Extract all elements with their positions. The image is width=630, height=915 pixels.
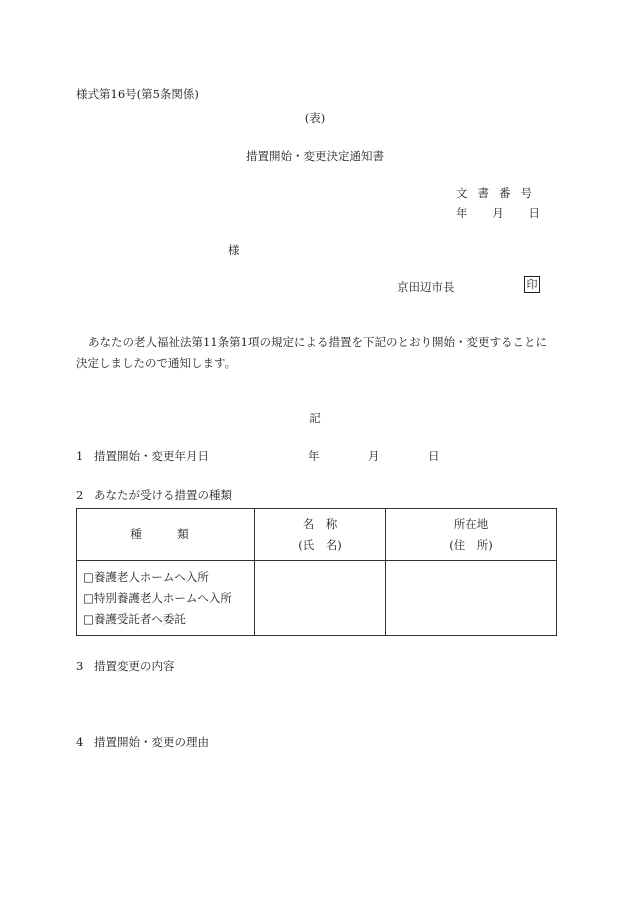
issue-date-year: 年: [456, 206, 468, 220]
header-type: 種 類: [77, 509, 255, 561]
item-3-change-content: [76, 658, 175, 674]
form-number: 様式第16号(第5条関係): [76, 87, 199, 101]
item-number: 4: [76, 735, 84, 749]
issue-date-month: 月: [492, 206, 504, 220]
document-title: 措置開始・変更決定通知書: [246, 149, 384, 163]
header-address-line2: (住 所): [449, 537, 493, 552]
address-cell[interactable]: [386, 561, 557, 636]
item-1-start-date: [76, 448, 209, 464]
item-label: 措置開始・変更の理由: [94, 735, 209, 749]
item-number: 2: [76, 488, 84, 502]
measure-options: [77, 561, 255, 636]
measures-table: [76, 508, 557, 636]
item-4-reason: [76, 734, 209, 750]
header-name-line2: (氏 名): [298, 537, 342, 552]
start-date-year: 年: [308, 449, 320, 463]
seal-stamp: 印: [524, 276, 540, 293]
issuer-mayor: 京田辺市長: [397, 280, 455, 294]
start-date-month: 月: [368, 449, 380, 463]
header-name: [255, 509, 386, 561]
option-nursing-home[interactable]: □養護老人ホームへ入所: [83, 569, 209, 584]
side-label: (表): [304, 111, 326, 125]
addressee-suffix: 様: [228, 243, 240, 257]
item-number: 1: [76, 449, 84, 463]
option-foster-caregiver[interactable]: □養護受託者へ委託: [83, 611, 186, 626]
header-address-line1: 所在地: [453, 516, 489, 531]
item-2-measure-type: [76, 487, 232, 503]
item-label: 措置開始・変更年月日: [94, 449, 209, 463]
item-label: あなたが受ける措置の種類: [94, 488, 232, 502]
start-date-day: 日: [428, 449, 440, 463]
ki-heading: 記: [309, 411, 321, 425]
header-address: [386, 509, 557, 561]
issue-date-line: [456, 205, 540, 221]
notice-body-text: あなたの老人福祉法第11条第1項の規定による措置を下記のとおり開始・変更することに決定しましたので通知します。: [76, 335, 547, 370]
item-number: 3: [76, 659, 84, 673]
name-cell[interactable]: [255, 561, 386, 636]
start-date-fields: [308, 448, 440, 464]
header-name-line1: 名 称: [302, 516, 338, 531]
document-number-label: 文書番号: [456, 186, 542, 200]
table-row: [77, 561, 557, 636]
table-header-row: [77, 509, 557, 561]
item-label: 措置変更の内容: [94, 659, 175, 673]
option-special-nursing-home[interactable]: □特別養護老人ホームへ入所: [83, 590, 232, 605]
issue-date-day: 日: [528, 206, 540, 220]
